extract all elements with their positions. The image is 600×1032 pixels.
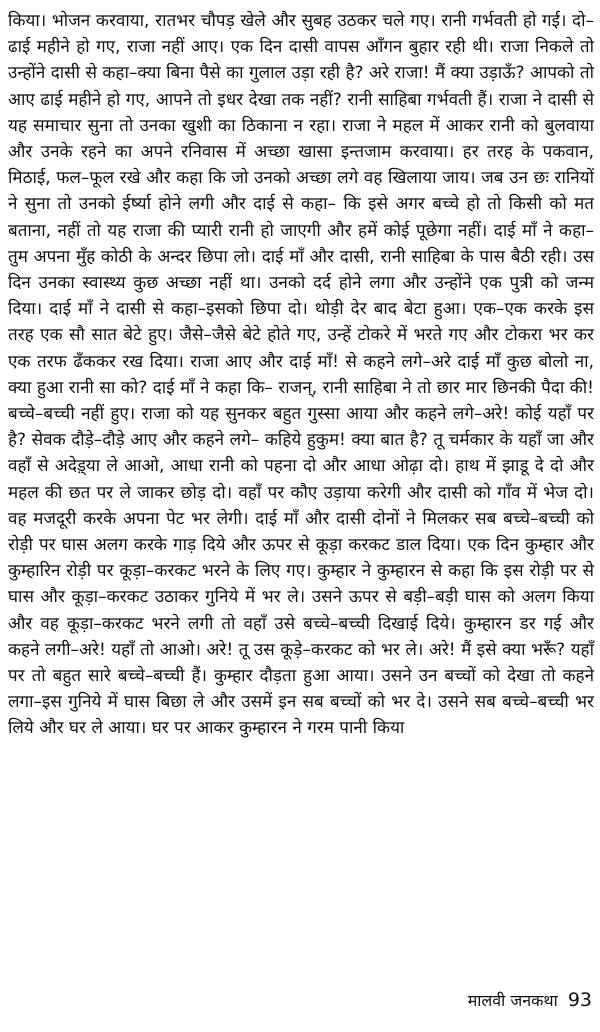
- page-number: 93: [567, 989, 592, 1011]
- page-footer: [468, 989, 592, 1011]
- body-paragraph: किया। भोजन करवाया, रातभर चौपड़ खेले और सुबह उठकर चले गए। रानी गर्भवती हो गई। दो–ढाई महीने हो गए, राजा नहीं आए। एक दिन दासी वापस आँगन बुहार रही थी। राजा निकले तो उन्होंने दासी से कहा–क्या बिना पैसे का गुलाल उड़ा रही है? अरे राजा! मैं क्या उड़ाऊँ? आपको तो आए ढाई महीने हो गए, आपने तो इधर देखा तक नहीं? रानी साहिबा गर्भवती हैं। राजा ने दासी से यह समाचार सुना तो उनका खुशी का ठिकाना न रहा। राजा ने महल में आकर रानी को बुलवाया और उनके रहने का अपने रनिवास में अच्छा खासा इन्तजाम करवाया। हर तरह के पकवान, मिठाई, फल–फूल रखे और कहा कि जो उनको अच्छा लगे वह खिलाया जाय। जब उन छः रानियों ने सुना तो उनको ईर्ष्या होने लगी और दाई से कहा– कि इसे अगर बच्चे हो तो किसी को मत बताना, नहीं तो यह राजा की प्यारी रानी हो जाएगी और हमें कोई पूछेगा नहीं। दाई माँ ने कहा–तुम अपना मुँह कोठी के अन्दर छिपा लो। दाई माँ और दासी, रानी साहिबा के पास बैठी रही। उस दिन उनका स्वास्थ्य कुछ अच्छा नहीं था। उनको दर्द होने लगा और उन्होंने एक पुत्री को जन्म दिया। दाई माँ ने दासी से कहा–इसको छिपा दो। थोड़ी देर बाद बेटा हुआ। एक–एक करके इस तरह एक सौ सात बेटे हुए। जैसे–जैसे बेटे होते गए, उन्हें टोकरे में भरते गए और टोकरा भर कर एक तरफ ढँककर रख दिया। राजा आए और दाई माँ! से कहने लगे–अरे दाई माँ कुछ बोलो ना, क्या हुआ रानी सा को? दाई माँ ने कहा कि– राजन्, रानी साहिबा ने तो छार मार छिनकी पैदा की! बच्चे–बच्ची नहीं हुए। राजा को यह सुनकर बहुत गुस्सा आया और कहने लगे–अरे! कोई यहाँ पर है? सेवक दौड़े–दौड़े आए और कहने लगे– कहिये हुकुम! क्या बात है? तू चर्मकार के यहाँ जा और वहाँ से अदेड़्या ले आओ, आधा रानी को पहना दो और आधा ओढ़ा दो। हाथ में झाडू दे दो और महल की छत पर ले जाकर छोड़ दो। वहाँ पर कौए उड़ाया करेगी और दासी को गाँव में भेज दो। वह मजदूरी करके अपना पेट भर लेगी। दाई माँ और दासी दोनों ने मिलकर सब बच्चे–बच्ची को रोड़ी पर घास अलग करके गाड़ दिये और ऊपर से कूड़ा करकट डाल दिया। एक दिन कुम्हार और कुम्हारिन रोड़ी पर कूड़ा–करकट भरने के लिए गए। कुम्हार ने कुम्हारन से कहा कि इस रोड़ी पर से घास और कूड़ा–करकट उठाकर गुनिये में भर ले। उसने ऊपर से बड़ी–बड़ी घास को अलग किया और वह कूड़ा–करकट भरने लगी तो वहाँ उसे बच्चे–बच्ची दिखाई दिये। कुम्हारन डर गई और कहने लगी–अरे! यहाँ तो आओ। अरे! तू उस कूड़े–करकट को भर ले। अरे! मैं इसे क्या भरूँ? यहाँ पर तो बहुत सारे बच्चे–बच्ची हैं। कुम्हार दौड़ता हुआ आया। उसने उन बच्चों को देखा तो कहने लगा–इस गुनिये में घास बिछा ले और उसमें इन सब बच्चों को भर दे। उसने सब बच्चे–बच्ची भर लिये और घर ले आया। घर पर आकर कुम्हारन ने गरम पानी किया: [8, 11, 594, 739]
- running-footer-title: मालवी जनकथा: [467, 991, 558, 1010]
